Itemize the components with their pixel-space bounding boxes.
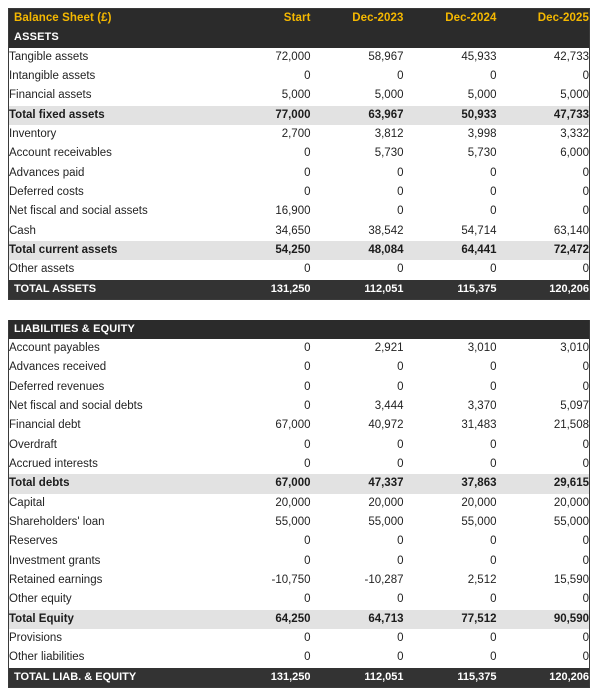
row-label-advances-paid: Advances paid [9, 164, 218, 183]
cell-net-fiscal-and-social-debts-dec-2025: 5,097 [497, 397, 590, 416]
section-spacer [218, 320, 311, 339]
row-label-other-assets: Other assets [9, 260, 218, 279]
cell-advances-received-dec-2024: 0 [404, 358, 497, 377]
cell-total-assets-start: 131,250 [218, 280, 311, 300]
cell-deferred-costs-dec-2025: 0 [497, 183, 590, 202]
cell-intangible-assets-dec-2023: 0 [311, 67, 404, 86]
column-header-dec-2024: Dec-2024 [404, 9, 497, 29]
cell-total-fixed-assets-dec-2025: 47,733 [497, 106, 590, 125]
cell-net-fiscal-and-social-debts-start: 0 [218, 397, 311, 416]
row-label-account-receivables: Account receivables [9, 144, 218, 163]
cell-other-assets-start: 0 [218, 260, 311, 279]
table-row [9, 436, 590, 455]
cell-intangible-assets-start: 0 [218, 67, 311, 86]
section-label: LIABILITIES & EQUITY [9, 320, 218, 339]
subtotal-row-total-current-assets [9, 241, 590, 260]
cell-advances-received-start: 0 [218, 358, 311, 377]
cell-cash-dec-2024: 54,714 [404, 222, 497, 241]
row-label-retained-earnings: Retained earnings [9, 571, 218, 590]
cell-overdraft-start: 0 [218, 436, 311, 455]
cell-tangible-assets-start: 72,000 [218, 48, 311, 67]
table-row [9, 183, 590, 202]
table-row [9, 571, 590, 590]
cell-reserves-start: 0 [218, 532, 311, 551]
cell-retained-earnings-dec-2024: 2,512 [404, 571, 497, 590]
cell-tangible-assets-dec-2025: 42,733 [497, 48, 590, 67]
cell-total-liab-equity-start: 131,250 [218, 668, 311, 688]
cell-net-fiscal-and-social-assets-start: 16,900 [218, 202, 311, 221]
table-row [9, 397, 590, 416]
cell-total-liab-equity-dec-2023: 112,051 [311, 668, 404, 688]
cell-total-liab-equity-dec-2024: 115,375 [404, 668, 497, 688]
row-label-total-fixed-assets: Total fixed assets [9, 106, 218, 125]
cell-retained-earnings-start: -10,750 [218, 571, 311, 590]
cell-accrued-interests-start: 0 [218, 455, 311, 474]
cell-deferred-revenues-dec-2025: 0 [497, 378, 590, 397]
table-row [9, 629, 590, 648]
cell-investment-grants-dec-2023: 0 [311, 552, 404, 571]
cell-total-equity-dec-2024: 77,512 [404, 610, 497, 629]
table-row [9, 260, 590, 279]
cell-other-assets-dec-2023: 0 [311, 260, 404, 279]
cell-accrued-interests-dec-2023: 0 [311, 455, 404, 474]
grand-total-row-total-liab-equity [9, 668, 590, 688]
row-label-total-assets: TOTAL ASSETS [9, 280, 218, 300]
table-row [9, 125, 590, 144]
cell-shareholders-loan-dec-2023: 55,000 [311, 513, 404, 532]
cell-overdraft-dec-2023: 0 [311, 436, 404, 455]
table-row [9, 590, 590, 609]
subtotal-row-total-fixed-assets [9, 106, 590, 125]
cell-cash-dec-2025: 63,140 [497, 222, 590, 241]
cell-inventory-dec-2024: 3,998 [404, 125, 497, 144]
cell-capital-start: 20,000 [218, 494, 311, 513]
section-spacer [311, 320, 404, 339]
cell-intangible-assets-dec-2025: 0 [497, 67, 590, 86]
cell-advances-paid-start: 0 [218, 164, 311, 183]
cell-deferred-costs-start: 0 [218, 183, 311, 202]
cell-overdraft-dec-2025: 0 [497, 436, 590, 455]
cell-provisions-dec-2023: 0 [311, 629, 404, 648]
row-label-shareholders-loan: Shareholders' loan [9, 513, 218, 532]
section-spacer [218, 28, 311, 47]
cell-provisions-dec-2025: 0 [497, 629, 590, 648]
cell-accrued-interests-dec-2024: 0 [404, 455, 497, 474]
table-row [9, 67, 590, 86]
cell-account-payables-dec-2023: 2,921 [311, 339, 404, 358]
cell-reserves-dec-2025: 0 [497, 532, 590, 551]
section-spacer [311, 28, 404, 47]
table-header-row [9, 9, 590, 29]
section-gap-cell [9, 300, 590, 320]
row-label-total-debts: Total debts [9, 474, 218, 493]
cell-other-equity-start: 0 [218, 590, 311, 609]
cell-reserves-dec-2024: 0 [404, 532, 497, 551]
cell-deferred-revenues-start: 0 [218, 378, 311, 397]
cell-reserves-dec-2023: 0 [311, 532, 404, 551]
cell-net-fiscal-and-social-assets-dec-2024: 0 [404, 202, 497, 221]
table-row [9, 532, 590, 551]
row-label-net-fiscal-and-social-debts: Net fiscal and social debts [9, 397, 218, 416]
column-header-dec-2023: Dec-2023 [311, 9, 404, 29]
cell-financial-assets-dec-2023: 5,000 [311, 86, 404, 105]
row-label-capital: Capital [9, 494, 218, 513]
section-header-liabilities-equity [9, 320, 590, 339]
column-header-start: Start [218, 9, 311, 29]
cell-financial-debt-dec-2025: 21,508 [497, 416, 590, 435]
cell-account-payables-start: 0 [218, 339, 311, 358]
subtotal-row-total-equity [9, 610, 590, 629]
cell-total-debts-start: 67,000 [218, 474, 311, 493]
cell-shareholders-loan-start: 55,000 [218, 513, 311, 532]
cell-total-current-assets-dec-2025: 72,472 [497, 241, 590, 260]
section-header-assets [9, 28, 590, 47]
cell-financial-debt-start: 67,000 [218, 416, 311, 435]
balance-sheet-table [8, 8, 590, 688]
cell-total-current-assets-start: 54,250 [218, 241, 311, 260]
cell-overdraft-dec-2024: 0 [404, 436, 497, 455]
column-header-dec-2025: Dec-2025 [497, 9, 590, 29]
cell-total-equity-start: 64,250 [218, 610, 311, 629]
cell-capital-dec-2025: 20,000 [497, 494, 590, 513]
cell-total-current-assets-dec-2024: 64,441 [404, 241, 497, 260]
row-label-financial-assets: Financial assets [9, 86, 218, 105]
cell-financial-debt-dec-2024: 31,483 [404, 416, 497, 435]
cell-intangible-assets-dec-2024: 0 [404, 67, 497, 86]
section-spacer [497, 320, 590, 339]
cell-total-fixed-assets-dec-2024: 50,933 [404, 106, 497, 125]
section-spacer [497, 28, 590, 47]
cell-account-payables-dec-2025: 3,010 [497, 339, 590, 358]
table-row [9, 455, 590, 474]
cell-shareholders-loan-dec-2024: 55,000 [404, 513, 497, 532]
row-label-advances-received: Advances received [9, 358, 218, 377]
section-gap [9, 300, 590, 320]
row-label-account-payables: Account payables [9, 339, 218, 358]
cell-accrued-interests-dec-2025: 0 [497, 455, 590, 474]
cell-provisions-dec-2024: 0 [404, 629, 497, 648]
cell-total-fixed-assets-dec-2023: 63,967 [311, 106, 404, 125]
cell-total-debts-dec-2025: 29,615 [497, 474, 590, 493]
cell-deferred-revenues-dec-2023: 0 [311, 378, 404, 397]
table-row [9, 358, 590, 377]
cell-other-equity-dec-2025: 0 [497, 590, 590, 609]
cell-other-assets-dec-2024: 0 [404, 260, 497, 279]
cell-net-fiscal-and-social-debts-dec-2023: 3,444 [311, 397, 404, 416]
row-label-tangible-assets: Tangible assets [9, 48, 218, 67]
cell-tangible-assets-dec-2023: 58,967 [311, 48, 404, 67]
table-row [9, 202, 590, 221]
cell-total-liab-equity-dec-2025: 120,206 [497, 668, 590, 688]
cell-retained-earnings-dec-2025: 15,590 [497, 571, 590, 590]
row-label-other-liabilities: Other liabilities [9, 648, 218, 667]
cell-net-fiscal-and-social-assets-dec-2025: 0 [497, 202, 590, 221]
table-row [9, 144, 590, 163]
row-label-accrued-interests: Accrued interests [9, 455, 218, 474]
row-label-other-equity: Other equity [9, 590, 218, 609]
cell-advances-received-dec-2023: 0 [311, 358, 404, 377]
row-label-net-fiscal-and-social-assets: Net fiscal and social assets [9, 202, 218, 221]
cell-account-receivables-dec-2023: 5,730 [311, 144, 404, 163]
cell-cash-start: 34,650 [218, 222, 311, 241]
table-row [9, 513, 590, 532]
cell-account-receivables-dec-2025: 6,000 [497, 144, 590, 163]
cell-other-liabilities-start: 0 [218, 648, 311, 667]
cell-total-fixed-assets-start: 77,000 [218, 106, 311, 125]
cell-provisions-start: 0 [218, 629, 311, 648]
row-label-provisions: Provisions [9, 629, 218, 648]
cell-total-assets-dec-2025: 120,206 [497, 280, 590, 300]
table-row [9, 378, 590, 397]
row-label-reserves: Reserves [9, 532, 218, 551]
cell-advances-received-dec-2025: 0 [497, 358, 590, 377]
table-row [9, 416, 590, 435]
cell-deferred-costs-dec-2024: 0 [404, 183, 497, 202]
cell-total-equity-dec-2023: 64,713 [311, 610, 404, 629]
cell-capital-dec-2023: 20,000 [311, 494, 404, 513]
cell-inventory-dec-2023: 3,812 [311, 125, 404, 144]
row-label-total-equity: Total Equity [9, 610, 218, 629]
cell-shareholders-loan-dec-2025: 55,000 [497, 513, 590, 532]
cell-account-payables-dec-2024: 3,010 [404, 339, 497, 358]
cell-tangible-assets-dec-2024: 45,933 [404, 48, 497, 67]
table-row [9, 86, 590, 105]
cell-capital-dec-2024: 20,000 [404, 494, 497, 513]
cell-net-fiscal-and-social-debts-dec-2024: 3,370 [404, 397, 497, 416]
row-label-financial-debt: Financial debt [9, 416, 218, 435]
table-row [9, 494, 590, 513]
cell-total-current-assets-dec-2023: 48,084 [311, 241, 404, 260]
table-row [9, 48, 590, 67]
row-label-total-current-assets: Total current assets [9, 241, 218, 260]
cell-inventory-dec-2025: 3,332 [497, 125, 590, 144]
cell-financial-assets-start: 5,000 [218, 86, 311, 105]
table-row [9, 222, 590, 241]
cell-financial-assets-dec-2024: 5,000 [404, 86, 497, 105]
cell-account-receivables-dec-2024: 5,730 [404, 144, 497, 163]
cell-retained-earnings-dec-2023: -10,287 [311, 571, 404, 590]
cell-other-equity-dec-2023: 0 [311, 590, 404, 609]
cell-advances-paid-dec-2023: 0 [311, 164, 404, 183]
cell-total-debts-dec-2023: 47,337 [311, 474, 404, 493]
section-spacer [404, 28, 497, 47]
table-row [9, 552, 590, 571]
row-label-total-liab-equity: TOTAL LIAB. & EQUITY [9, 668, 218, 688]
row-label-deferred-costs: Deferred costs [9, 183, 218, 202]
cell-deferred-revenues-dec-2024: 0 [404, 378, 497, 397]
cell-deferred-costs-dec-2023: 0 [311, 183, 404, 202]
grand-total-row-total-assets [9, 280, 590, 300]
cell-other-equity-dec-2024: 0 [404, 590, 497, 609]
row-label-inventory: Inventory [9, 125, 218, 144]
cell-total-debts-dec-2024: 37,863 [404, 474, 497, 493]
row-label-intangible-assets: Intangible assets [9, 67, 218, 86]
column-header-title: Balance Sheet (£) [9, 9, 218, 29]
row-label-cash: Cash [9, 222, 218, 241]
cell-financial-debt-dec-2023: 40,972 [311, 416, 404, 435]
cell-advances-paid-dec-2024: 0 [404, 164, 497, 183]
cell-total-assets-dec-2024: 115,375 [404, 280, 497, 300]
cell-account-receivables-start: 0 [218, 144, 311, 163]
table-row [9, 164, 590, 183]
row-label-investment-grants: Investment grants [9, 552, 218, 571]
table-row [9, 339, 590, 358]
cell-total-equity-dec-2025: 90,590 [497, 610, 590, 629]
cell-net-fiscal-and-social-assets-dec-2023: 0 [311, 202, 404, 221]
cell-other-liabilities-dec-2023: 0 [311, 648, 404, 667]
cell-inventory-start: 2,700 [218, 125, 311, 144]
cell-financial-assets-dec-2025: 5,000 [497, 86, 590, 105]
cell-total-assets-dec-2023: 112,051 [311, 280, 404, 300]
section-label: ASSETS [9, 28, 218, 47]
subtotal-row-total-debts [9, 474, 590, 493]
cell-other-liabilities-dec-2024: 0 [404, 648, 497, 667]
cell-other-assets-dec-2025: 0 [497, 260, 590, 279]
row-label-overdraft: Overdraft [9, 436, 218, 455]
section-spacer [404, 320, 497, 339]
cell-advances-paid-dec-2025: 0 [497, 164, 590, 183]
cell-investment-grants-dec-2024: 0 [404, 552, 497, 571]
table-row [9, 648, 590, 667]
cell-other-liabilities-dec-2025: 0 [497, 648, 590, 667]
cell-cash-dec-2023: 38,542 [311, 222, 404, 241]
cell-investment-grants-start: 0 [218, 552, 311, 571]
row-label-deferred-revenues: Deferred revenues [9, 378, 218, 397]
cell-investment-grants-dec-2025: 0 [497, 552, 590, 571]
